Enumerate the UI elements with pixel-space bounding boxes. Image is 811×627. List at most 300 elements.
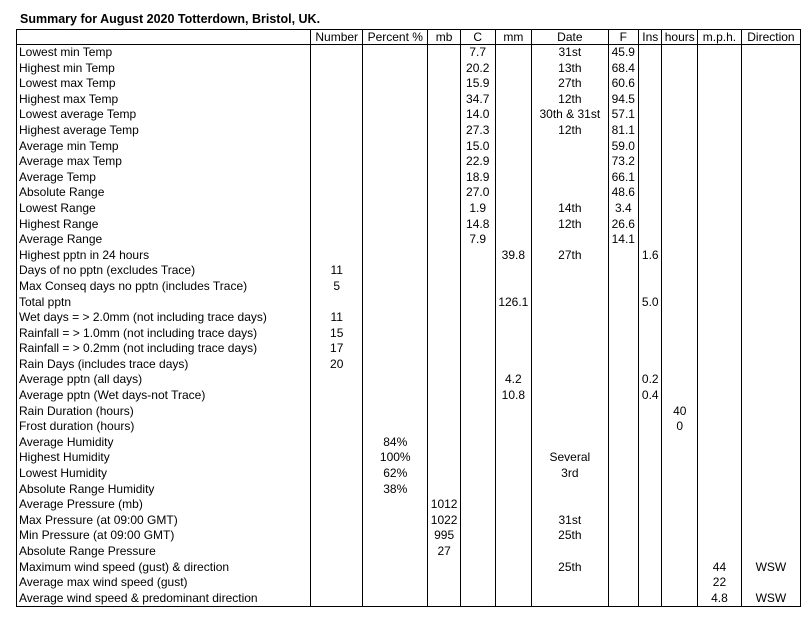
table-cell <box>532 482 608 498</box>
table-cell <box>741 45 800 61</box>
table-cell <box>363 76 428 92</box>
table-cell <box>460 341 495 357</box>
table-row <box>17 123 801 139</box>
table-row <box>17 76 801 92</box>
table-row <box>17 372 801 388</box>
table-cell <box>460 528 495 544</box>
table-cell <box>495 435 532 451</box>
table-cell: 14.0 <box>460 107 495 123</box>
table-cell <box>741 217 800 233</box>
row-label: Highest pptn in 24 hours <box>17 248 311 264</box>
table-cell <box>639 341 662 357</box>
table-cell <box>460 326 495 342</box>
table-cell <box>698 248 742 264</box>
table-cell <box>639 107 662 123</box>
table-cell <box>428 76 461 92</box>
table-cell <box>311 107 363 123</box>
table-cell <box>608 295 639 311</box>
table-cell <box>698 295 742 311</box>
table-cell <box>495 279 532 295</box>
table-cell: 44 <box>698 560 742 576</box>
table-cell <box>698 372 742 388</box>
table-cell: 7.7 <box>460 45 495 61</box>
table-cell <box>662 139 698 155</box>
table-row <box>17 513 801 529</box>
table-cell: 4.2 <box>495 372 532 388</box>
row-label: Maximum wind speed (gust) & direction <box>17 560 311 576</box>
table-cell <box>311 591 363 607</box>
table-cell: 100% <box>363 450 428 466</box>
table-cell <box>428 61 461 77</box>
table-cell <box>662 248 698 264</box>
table-cell: WSW <box>741 591 800 607</box>
table-cell <box>460 310 495 326</box>
table-cell: 11 <box>311 310 363 326</box>
table-cell: 27 <box>428 544 461 560</box>
table-cell <box>460 450 495 466</box>
table-cell <box>741 466 800 482</box>
table-cell <box>460 357 495 373</box>
table-cell <box>608 310 639 326</box>
table-cell <box>698 388 742 404</box>
table-cell <box>639 466 662 482</box>
table-cell <box>495 170 532 186</box>
table-cell: 14.8 <box>460 217 495 233</box>
table-cell <box>608 263 639 279</box>
table-cell <box>532 388 608 404</box>
table-cell <box>662 357 698 373</box>
table-cell <box>311 482 363 498</box>
table-cell: 27.3 <box>460 123 495 139</box>
table-cell <box>698 513 742 529</box>
table-cell: 48.6 <box>608 185 639 201</box>
table-cell <box>639 185 662 201</box>
table-cell <box>495 123 532 139</box>
table-row <box>17 139 801 155</box>
table-cell <box>608 419 639 435</box>
table-row <box>17 107 801 123</box>
row-label: Average Humidity <box>17 435 311 451</box>
table-cell <box>495 217 532 233</box>
table-cell: 27th <box>532 76 608 92</box>
table-cell <box>495 544 532 560</box>
table-cell <box>662 466 698 482</box>
table-cell <box>741 575 800 591</box>
table-cell: 1.6 <box>639 248 662 264</box>
table-cell <box>363 232 428 248</box>
table-cell <box>608 435 639 451</box>
table-row <box>17 170 801 186</box>
table-cell <box>532 404 608 420</box>
row-label: Highest max Temp <box>17 92 311 108</box>
column-header: F <box>608 30 639 45</box>
table-cell <box>662 388 698 404</box>
table-cell <box>532 139 608 155</box>
table-cell <box>741 450 800 466</box>
table-cell <box>532 232 608 248</box>
column-header: mb <box>428 30 461 45</box>
table-cell <box>495 575 532 591</box>
table-cell <box>311 435 363 451</box>
table-cell <box>363 217 428 233</box>
table-cell <box>428 295 461 311</box>
table-cell <box>363 170 428 186</box>
table-cell: 81.1 <box>608 123 639 139</box>
table-cell <box>608 497 639 513</box>
table-row <box>17 404 801 420</box>
table-cell <box>311 217 363 233</box>
table-cell <box>311 248 363 264</box>
table-cell <box>428 185 461 201</box>
table-cell <box>662 263 698 279</box>
table-cell: 27.0 <box>460 185 495 201</box>
row-label: Frost duration (hours) <box>17 419 311 435</box>
row-label: Average Pressure (mb) <box>17 497 311 513</box>
table-cell <box>363 154 428 170</box>
table-cell <box>639 497 662 513</box>
table-cell <box>495 357 532 373</box>
table-cell: 13th <box>532 61 608 77</box>
page-title: Summary for August 2020 Totterdown, Bristol, UK. <box>20 12 321 26</box>
table-cell <box>639 357 662 373</box>
table-cell <box>311 170 363 186</box>
table-cell <box>698 341 742 357</box>
row-label: Total pptn <box>17 295 311 311</box>
table-cell <box>495 341 532 357</box>
table-cell <box>428 201 461 217</box>
row-label: Lowest min Temp <box>17 45 311 61</box>
table-row <box>17 326 801 342</box>
table-cell <box>608 591 639 607</box>
table-cell <box>662 372 698 388</box>
table-cell <box>311 575 363 591</box>
table-cell <box>532 185 608 201</box>
row-label: Min Pressure (at 09:00 GMT) <box>17 528 311 544</box>
table-cell <box>639 435 662 451</box>
table-cell <box>698 154 742 170</box>
table-row <box>17 435 801 451</box>
table-cell <box>662 435 698 451</box>
table-cell <box>662 482 698 498</box>
table-row <box>17 357 801 373</box>
table-cell <box>741 92 800 108</box>
table-row <box>17 482 801 498</box>
table-cell: 15.9 <box>460 76 495 92</box>
table-cell <box>608 528 639 544</box>
row-label: Absolute Range Pressure <box>17 544 311 560</box>
table-cell <box>311 372 363 388</box>
table-cell <box>363 295 428 311</box>
table-cell <box>363 107 428 123</box>
table-cell <box>662 45 698 61</box>
table-cell <box>698 528 742 544</box>
table-cell <box>428 45 461 61</box>
table-cell <box>495 92 532 108</box>
table-cell <box>639 528 662 544</box>
table-cell <box>532 544 608 560</box>
table-cell <box>311 123 363 139</box>
table-cell <box>741 279 800 295</box>
row-label: Absolute Range Humidity <box>17 482 311 498</box>
table-cell <box>662 107 698 123</box>
table-cell <box>698 419 742 435</box>
table-row <box>17 201 801 217</box>
table-cell <box>639 139 662 155</box>
table-cell <box>495 263 532 279</box>
table-cell <box>608 279 639 295</box>
table-cell <box>639 154 662 170</box>
table-cell <box>428 123 461 139</box>
table-cell <box>428 341 461 357</box>
table-cell: 66.1 <box>608 170 639 186</box>
table-cell <box>608 513 639 529</box>
table-cell <box>741 326 800 342</box>
table-cell <box>639 419 662 435</box>
table-cell <box>662 295 698 311</box>
table-cell <box>741 61 800 77</box>
table-cell <box>608 560 639 576</box>
table-cell <box>428 310 461 326</box>
table-cell: 40 <box>662 404 698 420</box>
table-cell <box>495 76 532 92</box>
table-cell: 15.0 <box>460 139 495 155</box>
table-cell <box>311 232 363 248</box>
table-cell <box>741 123 800 139</box>
table-cell <box>363 575 428 591</box>
table-row <box>17 388 801 404</box>
table-cell <box>741 248 800 264</box>
table-cell <box>639 170 662 186</box>
table-cell <box>608 248 639 264</box>
table-cell: 60.6 <box>608 76 639 92</box>
table-cell: WSW <box>741 560 800 576</box>
table-cell <box>495 560 532 576</box>
table-cell <box>662 575 698 591</box>
table-cell: 59.0 <box>608 139 639 155</box>
table-cell <box>532 372 608 388</box>
table-cell: 0.4 <box>639 388 662 404</box>
table-cell: 84% <box>363 435 428 451</box>
table-cell <box>608 404 639 420</box>
table-cell <box>311 295 363 311</box>
table-cell <box>460 513 495 529</box>
table-cell: 14th <box>532 201 608 217</box>
row-label: Rainfall = > 0.2mm (not including trace days) <box>17 341 311 357</box>
table-cell <box>698 279 742 295</box>
table-cell <box>532 435 608 451</box>
table-cell <box>460 419 495 435</box>
table-cell <box>741 295 800 311</box>
column-header: Date <box>532 30 608 45</box>
table-cell <box>495 201 532 217</box>
table-cell <box>662 92 698 108</box>
table-cell <box>698 326 742 342</box>
table-cell <box>363 528 428 544</box>
table-cell <box>311 450 363 466</box>
table-cell <box>639 450 662 466</box>
row-label: Average pptn (Wet days-not Trace) <box>17 388 311 404</box>
row-label: Average pptn (all days) <box>17 372 311 388</box>
table-cell <box>662 154 698 170</box>
table-cell <box>741 372 800 388</box>
table-cell: 34.7 <box>460 92 495 108</box>
table-row <box>17 61 801 77</box>
table-cell <box>532 419 608 435</box>
row-label: Lowest average Temp <box>17 107 311 123</box>
table-cell <box>698 435 742 451</box>
table-cell <box>495 232 532 248</box>
table-cell <box>608 341 639 357</box>
row-label: Max Pressure (at 09:00 GMT) <box>17 513 311 529</box>
table-cell: 0 <box>662 419 698 435</box>
table-cell <box>428 482 461 498</box>
table-cell <box>639 513 662 529</box>
table-cell: 26.6 <box>608 217 639 233</box>
table-cell: 25th <box>532 528 608 544</box>
table-cell <box>639 591 662 607</box>
table-cell <box>662 560 698 576</box>
table-cell <box>428 591 461 607</box>
table-row <box>17 232 801 248</box>
table-cell <box>428 404 461 420</box>
table-cell: 38% <box>363 482 428 498</box>
table-cell <box>363 45 428 61</box>
table-cell <box>741 544 800 560</box>
table-cell <box>741 107 800 123</box>
table-cell: 31st <box>532 513 608 529</box>
row-label: Rain Days (includes trace days) <box>17 357 311 373</box>
table-cell: 12th <box>532 123 608 139</box>
table-cell <box>741 310 800 326</box>
table-row <box>17 591 801 607</box>
table-cell <box>698 263 742 279</box>
table-cell <box>639 326 662 342</box>
table-cell <box>662 185 698 201</box>
table-cell <box>698 544 742 560</box>
table-cell <box>495 139 532 155</box>
row-label: Average Temp <box>17 170 311 186</box>
table-cell <box>363 279 428 295</box>
table-cell <box>363 326 428 342</box>
table-cell: 15 <box>311 326 363 342</box>
table-cell <box>532 357 608 373</box>
table-cell <box>532 341 608 357</box>
table-cell: 3rd <box>532 466 608 482</box>
table-cell <box>363 497 428 513</box>
table-cell: 39.8 <box>495 248 532 264</box>
table-cell <box>495 497 532 513</box>
table-cell <box>698 450 742 466</box>
table-cell: 126.1 <box>495 295 532 311</box>
table-cell <box>428 560 461 576</box>
table-cell <box>428 435 461 451</box>
table-cell: Several <box>532 450 608 466</box>
row-label: Highest average Temp <box>17 123 311 139</box>
table-cell: 995 <box>428 528 461 544</box>
table-cell: 12th <box>532 92 608 108</box>
table-cell <box>662 591 698 607</box>
column-header: Ins <box>639 30 662 45</box>
row-label: Average Range <box>17 232 311 248</box>
table-cell <box>495 482 532 498</box>
table-cell: 12th <box>532 217 608 233</box>
table-cell <box>311 497 363 513</box>
table-cell <box>363 61 428 77</box>
table-cell <box>428 217 461 233</box>
table-cell <box>662 497 698 513</box>
table-row <box>17 248 801 264</box>
table-cell <box>363 201 428 217</box>
table-row <box>17 92 801 108</box>
table-cell <box>495 45 532 61</box>
table-cell <box>311 154 363 170</box>
table-cell <box>428 326 461 342</box>
table-cell <box>363 357 428 373</box>
table-cell <box>532 154 608 170</box>
table-cell <box>741 232 800 248</box>
table-cell <box>311 45 363 61</box>
table-cell <box>698 92 742 108</box>
table-row <box>17 295 801 311</box>
table-cell: 22.9 <box>460 154 495 170</box>
table-cell <box>608 388 639 404</box>
table-cell <box>741 357 800 373</box>
table-cell: 5.0 <box>639 295 662 311</box>
table-cell: 22 <box>698 575 742 591</box>
table-cell <box>741 482 800 498</box>
table-cell <box>698 45 742 61</box>
row-label: Max Conseq days no pptn (includes Trace) <box>17 279 311 295</box>
table-cell <box>363 310 428 326</box>
table-cell <box>460 372 495 388</box>
table-cell <box>363 372 428 388</box>
table-cell <box>662 232 698 248</box>
table-row <box>17 154 801 170</box>
table-cell <box>741 154 800 170</box>
table-cell <box>363 591 428 607</box>
column-header: Direction <box>741 30 800 45</box>
table-row <box>17 185 801 201</box>
table-cell <box>428 372 461 388</box>
row-label: Highest Range <box>17 217 311 233</box>
table-cell: 17 <box>311 341 363 357</box>
table-cell: 4.8 <box>698 591 742 607</box>
table-cell <box>311 419 363 435</box>
table-cell <box>741 170 800 186</box>
row-label: Highest min Temp <box>17 61 311 77</box>
table-cell <box>495 450 532 466</box>
row-label: Rain Duration (hours) <box>17 404 311 420</box>
column-header: m.p.h. <box>698 30 742 45</box>
table-row <box>17 575 801 591</box>
table-row <box>17 45 801 61</box>
table-cell <box>428 575 461 591</box>
table-cell <box>698 310 742 326</box>
row-label: Lowest Humidity <box>17 466 311 482</box>
table-cell <box>311 404 363 420</box>
table-cell <box>311 466 363 482</box>
table-cell <box>698 357 742 373</box>
table-cell <box>460 435 495 451</box>
table-cell <box>608 575 639 591</box>
table-cell <box>428 232 461 248</box>
table-cell <box>662 76 698 92</box>
table-row <box>17 279 801 295</box>
table-cell <box>741 513 800 529</box>
row-label: Average wind speed & predominant direction <box>17 591 311 607</box>
table-cell <box>460 482 495 498</box>
table-cell: 27th <box>532 248 608 264</box>
